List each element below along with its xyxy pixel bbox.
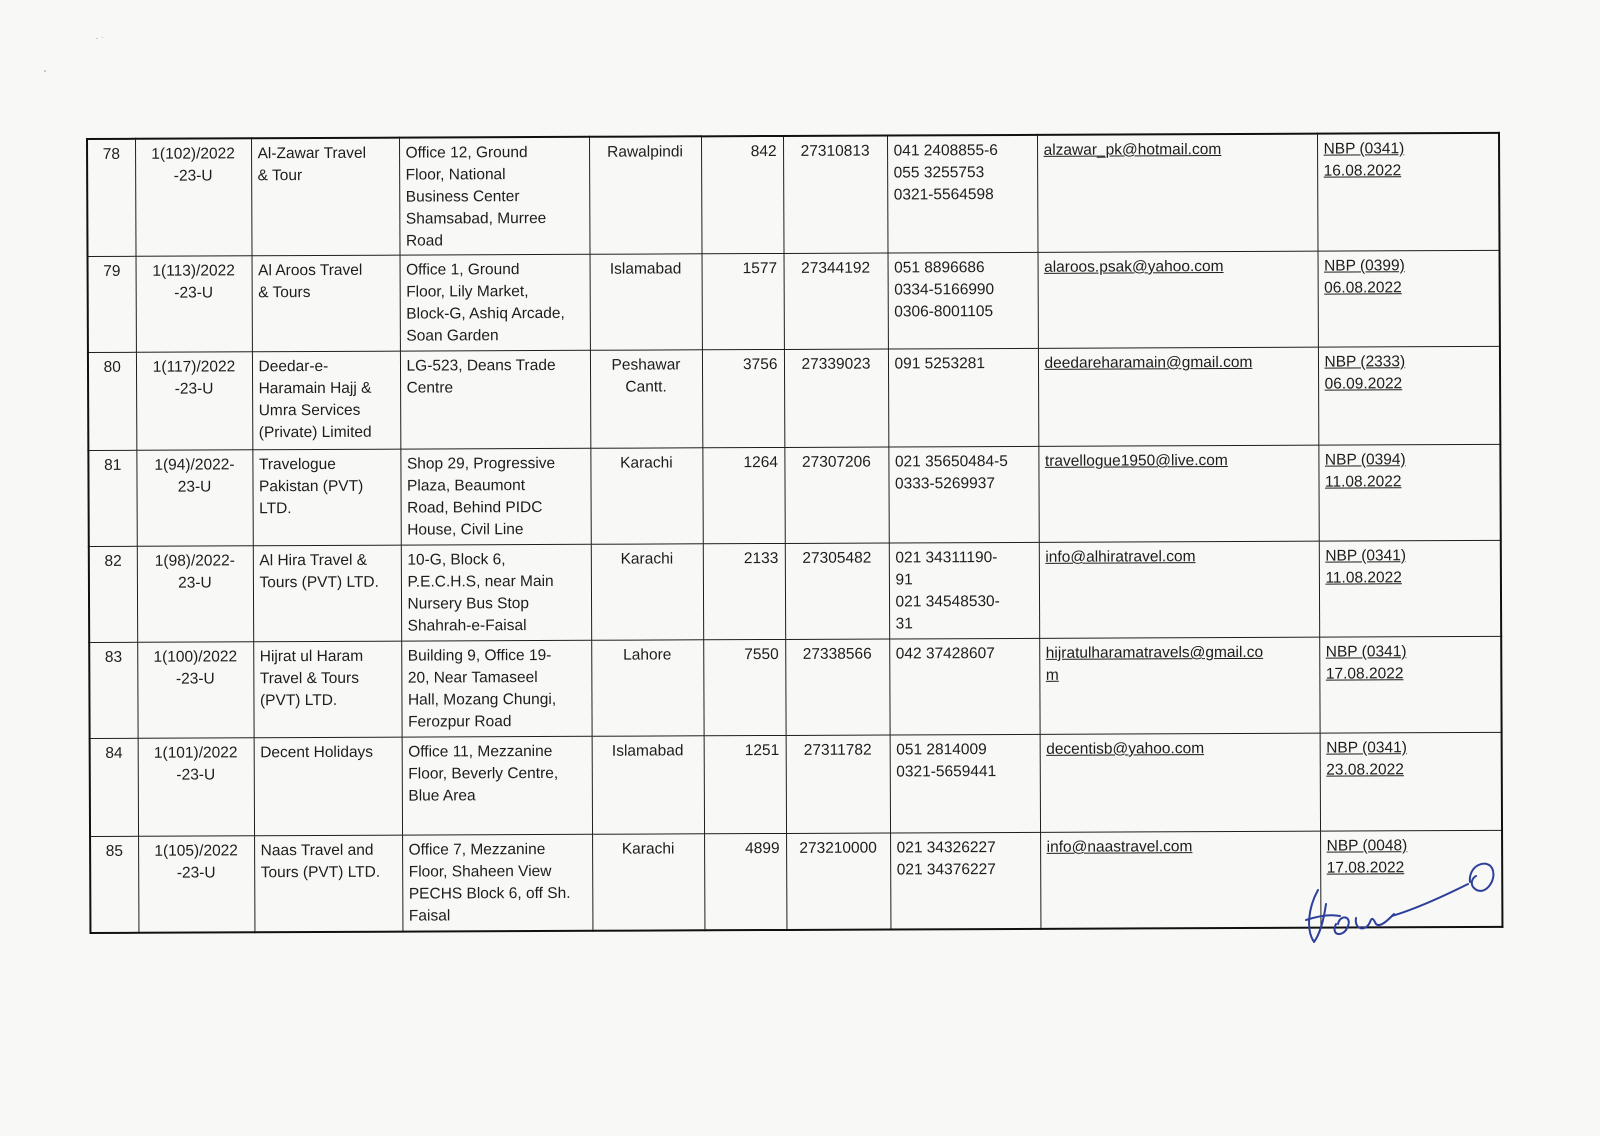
code-text: 1577 [742,259,778,278]
bank-deposit-cell [1318,444,1500,541]
serial-number-text: 80 [103,358,121,376]
phone-cell [890,734,1040,833]
phone-text: 041 2408855-6 055 3255753 0321-5564598 [893,142,998,204]
serial-number-cell [89,642,137,738]
agency-name-cell [252,449,400,546]
serial-number-cell [88,352,136,450]
agency-name-text: Naas Travel and Tours (PVT) LTD. [260,841,381,882]
scan-speck [96,38,98,39]
ntn-text: 273210000 [799,839,877,857]
license-number-cell [136,352,252,451]
table-row [88,250,1500,352]
city-text: Karachi [620,550,674,568]
agency-name-cell [254,737,402,836]
ntn-text: 27338566 [802,645,872,663]
serial-number-text: 85 [105,842,124,860]
agency-name-text: Deedar-e- Haramain Hajj & Umra Services (Private) Limited [258,357,372,442]
email-cell [1039,637,1319,734]
license-number-text: 1(100)/2022 -23-U [153,648,238,688]
ntn-text: 27344192 [801,259,871,277]
license-number-text: 1(101)/2022 -23-U [153,744,238,784]
agency-name-cell [254,835,402,932]
bank-deposit-text: NBP (0048) 17.08.2022 [1326,837,1408,877]
address-cell [401,544,591,641]
phone-cell [887,135,1038,253]
agency-registry-table [86,132,1503,934]
agency-name-cell [253,545,401,642]
bank-deposit-cell [1320,732,1502,831]
address-cell [399,137,590,255]
code-cell [703,543,785,639]
table-row [88,346,1500,450]
code-cell [702,349,784,447]
code-text: 4899 [745,839,780,858]
phone-cell [888,446,1038,543]
address-cell [402,736,592,835]
address-text: Office 1, Ground Floor, Lily Market, Block-G, Ashiq Arcade, Soan Garden [406,261,565,345]
phone-text: 051 2814009 0321-5659441 [896,741,997,781]
email-text: alaroos.psak@yahoo.com [1044,258,1224,276]
table-row [90,732,1502,836]
address-text: 10-G, Block 6, P.E.C.H.S, near Main Nursery Bus Stop Shahrah-e-Faisal [407,551,554,635]
code-cell [704,833,786,929]
serial-number-text: 82 [104,552,122,570]
ntn-cell [785,639,889,735]
city-text: Karachi [621,840,675,858]
agency-name-text: Al Aroos Travel & Tours [258,261,363,302]
email-text: info@naastravel.com [1046,838,1193,856]
address-text: Office 11, Mezzanine Floor, Beverly Centre, Blue Area [408,742,559,805]
city-cell [591,640,703,736]
phone-cell [890,832,1040,929]
agency-name-cell [251,138,400,256]
phone-cell [888,252,1038,349]
address-text: Building 9, Office 19- 20, Near Tamaseel Hall, Mozang Chungi, Ferozpur Road [407,646,557,731]
email-cell [1038,251,1318,348]
address-text: LG-523, Deans Trade Centre [406,356,556,397]
code-text: 842 [750,142,777,161]
code-cell [703,639,785,735]
agency-name-text: Al Hira Travel & Tours (PVT) LTD. [259,551,379,592]
city-cell [590,350,702,448]
agency-name-text: Hijrat ul Haram Travel & Tours (PVT) LTD. [259,647,364,710]
city-text: Lahore [623,646,672,664]
ntn-text: 27307206 [801,453,871,471]
code-cell [702,447,784,543]
bank-deposit-cell [1318,346,1500,445]
ntn-text: 27310813 [800,142,870,160]
bank-deposit-cell [1319,540,1501,637]
table-row [88,444,1500,546]
serial-number-cell [90,738,138,836]
bank-deposit-text: NBP (0341) 23.08.2022 [1326,739,1407,779]
phone-text: 091 5253281 [894,355,986,373]
serial-number-cell [88,450,136,546]
code-text: 1251 [744,741,780,760]
code-cell [704,735,786,833]
agency-name-cell [252,255,400,352]
address-cell [401,640,591,737]
email-text: info@alhiratravel.com [1045,548,1196,566]
agency-name-text: Al-Zawar Travel & Tour [257,144,367,185]
license-number-text: 1(105)/2022 -23-U [154,842,238,882]
license-number-cell [137,546,253,643]
city-text: Rawalpindi [607,143,684,161]
email-text: decentisb@yahoo.com [1046,740,1205,758]
ntn-text: 27305482 [802,549,872,567]
code-text: 2133 [743,549,779,568]
phone-text: 051 8896686 0334-5166990 0306-8001105 [894,259,995,321]
ntn-cell [785,543,889,639]
serial-number-text: 79 [103,262,121,280]
address-cell [400,448,590,545]
email-text: hijratulharamatravels@gmail.co m [1045,643,1264,684]
table-row [90,830,1502,932]
city-cell [592,834,704,930]
table-row [87,133,1499,257]
ntn-cell [784,253,888,349]
bank-deposit-text: NBP (0399) 06.08.2022 [1324,257,1405,297]
license-number-cell [138,836,254,933]
phone-text: 021 35650484-5 0333-5269937 [894,452,1008,493]
serial-number-cell [87,139,136,257]
license-number-text: 1(102)/2022 -23-U [151,145,235,185]
phone-cell [889,542,1039,639]
agency-name-text: Decent Holidays [260,743,374,762]
bank-deposit-text: NBP (0341) 16.08.2022 [1323,140,1405,180]
ntn-cell [784,349,888,447]
city-cell [590,448,702,544]
license-number-text: 1(94)/2022- 23-U [154,456,235,496]
serial-number-cell [90,836,138,932]
bank-deposit-text: NBP (0394) 11.08.2022 [1324,451,1406,491]
license-number-cell [136,256,252,353]
phone-text: 021 34326227 021 34376227 [896,839,996,879]
ntn-cell [786,833,890,929]
license-number-cell [138,738,254,837]
license-number-text: 1(98)/2022- 23-U [154,552,235,592]
ntn-cell [786,735,890,833]
phone-text: 021 34311190- 91 021 34548530- 31 [895,549,1000,633]
table-row [89,540,1501,642]
phone-cell [889,638,1039,735]
code-text: 3756 [742,355,778,374]
bank-deposit-text: NBP (0341) 11.08.2022 [1325,547,1407,587]
serial-number-text: 84 [105,744,123,762]
address-cell [400,254,590,351]
license-number-text: 1(113)/2022 -23-U [152,262,235,302]
code-text: 7550 [744,645,779,664]
city-text: Peshawar Cantt. [611,356,681,396]
serial-number-cell [88,256,136,352]
city-text: Islamabad [611,742,684,760]
email-cell [1039,541,1319,638]
serial-number-text: 83 [104,648,123,666]
email-cell [1037,134,1318,253]
ntn-text: 27311782 [803,741,872,759]
table-body [87,133,1502,933]
code-text: 1264 [743,453,778,472]
email-cell [1040,831,1320,928]
city-cell [592,736,704,834]
city-cell [589,136,702,254]
address-cell [402,834,592,931]
address-cell [400,350,590,449]
address-text: Office 7, Mezzanine Floor, Shaheen View PECHS Block 6, off Sh. Faisal [408,841,571,925]
phone-cell [888,348,1038,447]
ntn-cell [783,136,888,254]
table-row [89,636,1501,738]
license-number-text: 1(117)/2022 -23-U [152,358,236,398]
agency-name-cell [252,351,400,450]
email-text: deedareharamain@gmail.com [1044,353,1253,372]
scan-speck [102,37,103,38]
serial-number-cell [89,546,137,642]
email-cell [1040,733,1320,832]
scan-speck [44,70,46,72]
city-text: Karachi [620,454,673,472]
email-cell [1038,347,1318,446]
address-text: Office 12, Ground Floor, National Business Center Shamsabad, Murree Road [405,144,547,250]
bank-deposit-cell [1318,250,1500,347]
city-text: Islamabad [609,260,682,278]
city-cell [590,254,702,350]
city-cell [591,544,703,640]
code-cell [702,253,784,349]
email-cell [1038,445,1318,542]
serial-number-text: 81 [104,456,122,474]
email-text: travellogue1950@live.com [1044,452,1228,470]
handwritten-signature [1300,838,1500,948]
bank-deposit-cell [1317,133,1500,251]
serial-number-text: 78 [102,145,120,163]
bank-deposit-text: NBP (2333) 06.09.2022 [1324,353,1406,393]
agency-name-cell [253,641,401,738]
agency-name-text: Travelogue Pakistan (PVT) LTD. [258,455,364,518]
address-text: Shop 29, Progressive Plaza, Beaumont Road, Behind PIDC House, Civil Line [406,454,556,539]
license-number-cell [137,642,253,739]
bank-deposit-text: NBP (0341) 17.08.2022 [1325,643,1407,683]
license-number-cell [135,138,252,256]
ntn-text: 27339023 [801,355,871,373]
phone-text: 042 37428607 [895,645,995,663]
bank-deposit-cell [1319,636,1501,733]
ntn-cell [784,447,888,543]
code-cell [701,136,784,254]
license-number-cell [136,450,252,547]
email-text: alzawar_pk@hotmail.com [1043,141,1222,159]
